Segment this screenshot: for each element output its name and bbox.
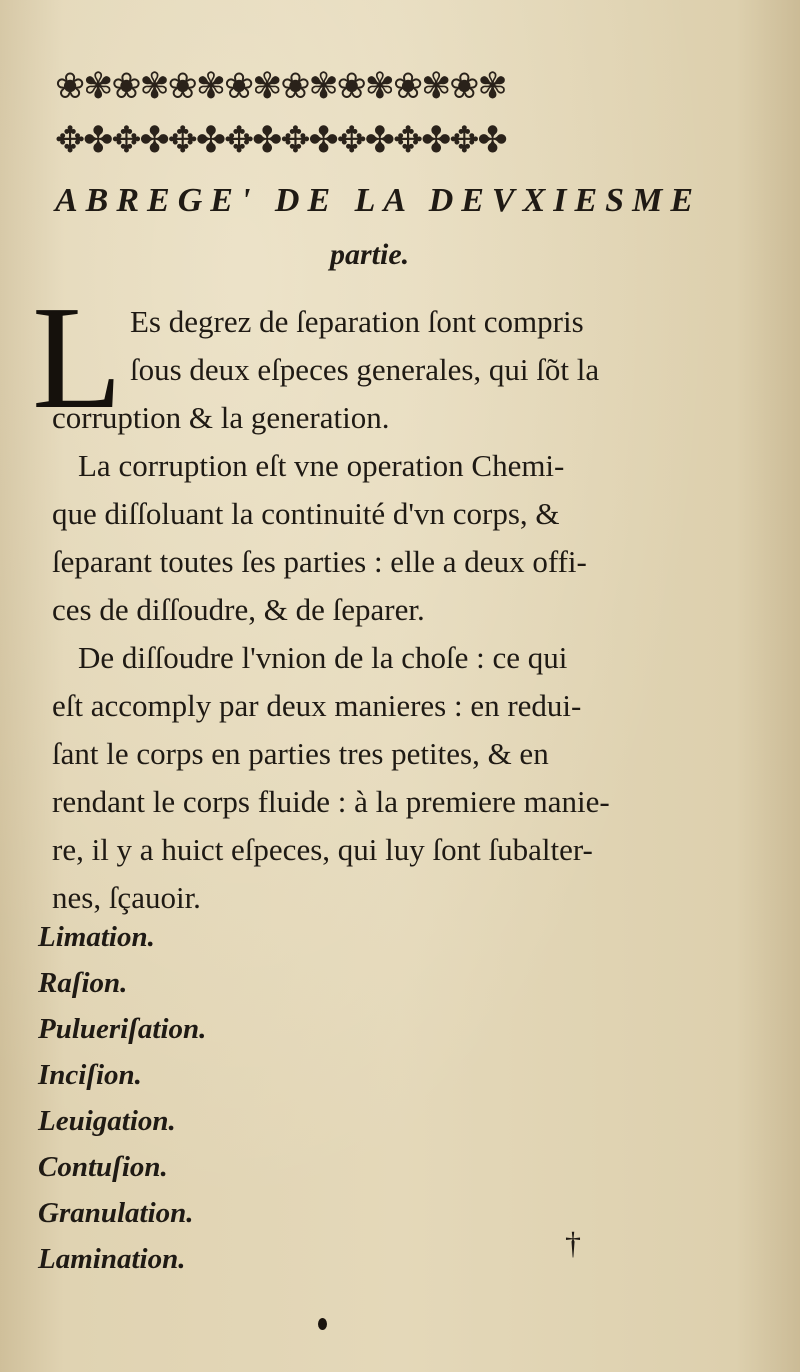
list-item: Limation. bbox=[38, 921, 155, 953]
body-line: eſt accomply par deux manieres : en redui- bbox=[52, 688, 582, 723]
chapter-subtitle: partie. bbox=[330, 238, 410, 271]
list-item: Pulueriſation. bbox=[38, 1013, 207, 1045]
body-line: ces de diſſoudre, & de ſeparer. bbox=[52, 592, 425, 627]
list-item: Lamination. bbox=[38, 1243, 186, 1275]
dagger-mark: † bbox=[565, 1225, 581, 1261]
headpiece-bottom-row: ✥✤✥✤✥✤✥✤✥✤✥✤✥✤✥✤ bbox=[55, 120, 506, 161]
body-line: re, il y a huict eſpeces, qui luy ſont ſubalter- bbox=[52, 832, 593, 867]
body-line: ſeparant toutes ſes parties : elle a deux offi- bbox=[52, 544, 587, 579]
body-line: La corruption eſt vne operation Chemi- bbox=[78, 448, 565, 483]
body-line: De diſſoudre l'vnion de la choſe : ce qui bbox=[78, 640, 568, 675]
ink-dot bbox=[318, 1318, 327, 1330]
list-item: Leuigation. bbox=[38, 1105, 176, 1137]
body-line: rendant le corps fluide : à la premiere manie- bbox=[52, 784, 610, 819]
body-line: Es degrez de ſeparation ſont compris bbox=[130, 304, 584, 339]
list-item: Raſion. bbox=[38, 967, 128, 999]
chapter-title: ABREGE' DE LA DEVXIESME bbox=[55, 182, 702, 219]
list-item: Inciſion. bbox=[38, 1059, 142, 1091]
list-item: Contuſion. bbox=[38, 1151, 168, 1183]
list-item: Granulation. bbox=[38, 1197, 194, 1229]
body-line: ſous deux eſpeces generales, qui ſõt la bbox=[130, 352, 600, 387]
body-line: que diſſoluant la continuité d'vn corps, & bbox=[52, 496, 560, 531]
body-line: corruption & la generation. bbox=[52, 400, 390, 435]
drop-capital: L bbox=[32, 276, 123, 440]
headpiece-top-row: ❀✾❀✾❀✾❀✾❀✾❀✾❀✾❀✾ bbox=[55, 66, 506, 107]
decorative-headpiece bbox=[55, 62, 735, 172]
body-line: nes, ſçauoir. bbox=[52, 880, 201, 915]
body-line: ſant le corps en parties tres petites, & en bbox=[52, 736, 549, 771]
